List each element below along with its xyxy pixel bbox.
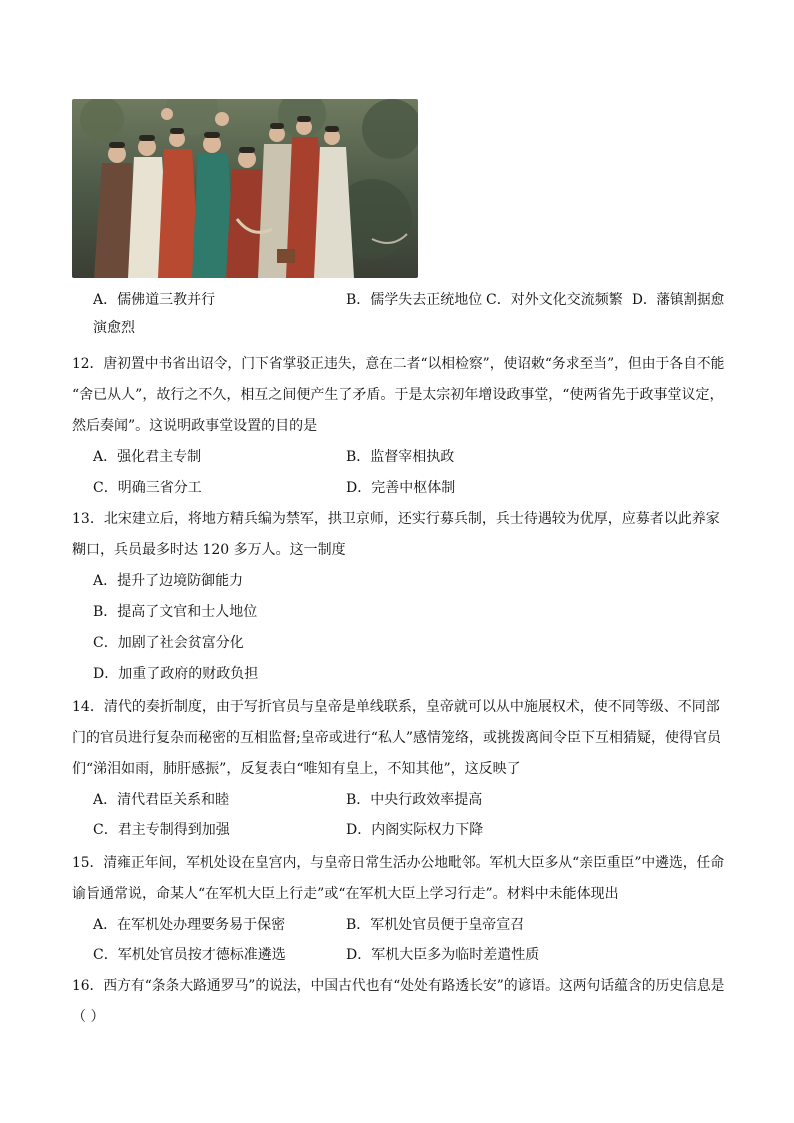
q13-stem-line-1: 13．北宋建立后，将地方精兵编为禁军，拱卫京师，还实行募兵制，兵士待遇较为优厚，应募者以此养家 bbox=[72, 511, 720, 527]
q13-option-c: C．加剧了社会贫富分化 bbox=[93, 635, 244, 651]
q13-stem-line-2: 糊口，兵员最多时达 120 多万人。这一制度 bbox=[72, 542, 346, 558]
q11-option-b: B．儒学失去正统地位 bbox=[346, 292, 483, 308]
q13-option-a: A．提升了边境防御能力 bbox=[93, 573, 244, 589]
q13-option-b: B．提高了文官和士人地位 bbox=[93, 604, 258, 620]
q11-option-a: A．儒佛道三教并行 bbox=[93, 292, 216, 308]
q11-option-d-continued: 演愈烈 bbox=[93, 320, 135, 336]
q11-option-c: C．对外文化交流频繁 bbox=[486, 292, 623, 308]
q11-option-d: D．藩镇割据愈 bbox=[632, 292, 725, 308]
q14-stem-line-2: 门的官员进行复杂而秘密的互相监督;皇帝或进行“私人”感情笼络，或挑拨离间令臣下互相猜疑，使得官员 bbox=[72, 730, 722, 746]
q12-stem-line-2: “舍已从人”，故行之不久，相互之间便产生了矛盾。于是太宗初年增设政事堂，“使两省先于政事堂议定， bbox=[72, 387, 724, 403]
q15-option-b: B．军机处官员便于皇帝宣召 bbox=[346, 917, 525, 933]
q15-stem-line-2: 谕旨通常说，命某人“在军机大臣上行走”或“在军机大臣上学习行走”。材料中未能体现出 bbox=[72, 886, 619, 902]
mural-painting-image bbox=[72, 99, 418, 278]
q14-option-d: D．内阁实际权力下降 bbox=[346, 822, 484, 838]
q14-option-c: C．君主专制得到加强 bbox=[93, 822, 230, 838]
q15-option-a: A．在军机处办理要务易于保密 bbox=[93, 917, 286, 933]
q12-stem-line-1: 12．唐初置中书省出诏令，门下省掌驳正违失，意在二者“以相检察”，使诏敕“务求至当”，但由于各自不能 bbox=[72, 356, 725, 372]
q16-stem-line-2: （ ） bbox=[72, 1009, 105, 1025]
q12-option-d: D．完善中枢体制 bbox=[346, 480, 456, 496]
q15-stem-line-1: 15．清雍正年间，军机处设在皇宫内，与皇帝日常生活办公地毗邻。军机大臣多从“亲臣重臣”中遴选，任命 bbox=[72, 855, 725, 871]
q12-stem-line-3: 然后奏闻”。这说明政事堂设置的目的是 bbox=[72, 418, 318, 434]
q12-option-c: C．明确三省分工 bbox=[93, 480, 202, 496]
q14-option-a: A．清代君臣关系和睦 bbox=[93, 792, 230, 808]
q15-option-d: D．军机大臣多为临时差遣性质 bbox=[346, 947, 540, 963]
q15-option-c: C．军机处官员按才德标准遴选 bbox=[93, 947, 286, 963]
q12-option-b: B．监督宰相执政 bbox=[346, 449, 455, 465]
q14-stem-line-3: 们“涕泪如雨，肺肝感振”，反复表白“唯知有皇上，不知其他”，这反映了 bbox=[72, 761, 521, 777]
q12-option-a: A．强化君主专制 bbox=[93, 449, 202, 465]
q13-option-d: D．加重了政府的财政负担 bbox=[93, 666, 259, 682]
q14-stem-line-1: 14．清代的奏折制度，由于写折官员与皇帝是单线联系，皇帝就可以从中施展权术，使不同等级、不同部 bbox=[72, 699, 720, 715]
q14-option-b: B．中央行政效率提高 bbox=[346, 792, 483, 808]
q16-stem-line-1: 16．西方有“条条大路通罗马”的说法，中国古代也有“处处有路透长安”的谚语。这两句话蕴含的历史信息是 bbox=[72, 978, 725, 994]
mural-painting-illustration bbox=[72, 99, 418, 278]
